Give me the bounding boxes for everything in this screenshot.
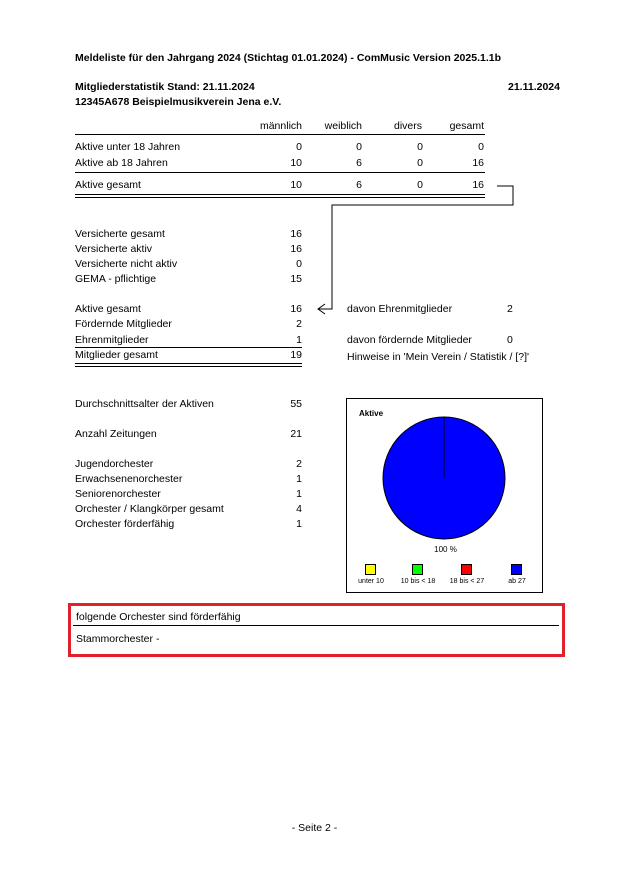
pie-chart <box>381 415 507 541</box>
cell-maennlich: 0 <box>296 141 302 153</box>
gema-value: 15 <box>290 273 302 285</box>
jugendorchester-value: 2 <box>296 458 302 470</box>
legend-swatch-3 <box>511 564 522 575</box>
connector-arrow-icon <box>300 180 520 315</box>
pie-data-label: 100 % <box>434 545 457 554</box>
col-header-maennlich: männlich <box>259 120 302 132</box>
aktive-gesamt-value: 16 <box>290 303 302 315</box>
foerderfaehig-rule <box>73 625 559 626</box>
legend-swatch-1 <box>412 564 423 575</box>
mitglieder-gesamt-label: Mitglieder gesamt <box>75 349 158 361</box>
page-number: - Seite 2 - <box>291 822 338 834</box>
table-header-rule <box>75 134 485 135</box>
seniorenorchester-value: 1 <box>296 488 302 500</box>
cell-gesamt: 16 <box>472 179 484 191</box>
pie-chart-panel <box>346 398 543 593</box>
table-sum-rule <box>75 172 485 173</box>
mitglieder-double-rule-1 <box>75 363 302 364</box>
foerderfaehig-line: Stammorchester - <box>76 633 160 645</box>
club-name: 12345A678 Beispielmusikverein Jena e.V. <box>75 96 282 108</box>
orchester-gesamt-label: Orchester / Klangkörper gesamt <box>75 503 224 515</box>
legend-label-1: 10 bis < 18 <box>400 578 436 585</box>
row-label: Aktive gesamt <box>75 179 141 191</box>
cell-maennlich: 10 <box>290 157 302 169</box>
davon-foerdernd-label: davon fördernde Mitglieder <box>347 334 472 346</box>
jugendorchester-label: Jugendorchester <box>75 458 154 470</box>
davon-ehren-value: 2 <box>507 303 513 315</box>
legend-label-0: unter 10 <box>358 578 384 585</box>
col-header-divers: divers <box>393 120 422 132</box>
ehrenmitglieder-value: 1 <box>296 334 302 346</box>
orchester-foerderfaehig-value: 1 <box>296 518 302 530</box>
row-label: Aktive unter 18 Jahren <box>75 141 181 153</box>
durchschnittsalter-value: 55 <box>290 398 302 410</box>
cell-weiblich: 6 <box>356 157 362 169</box>
mitglieder-double-rule-2 <box>75 366 302 367</box>
row-label: Aktive ab 18 Jahren <box>75 157 168 169</box>
stat-date-line: Mitgliederstatistik Stand: 21.11.2024 <box>75 81 255 93</box>
mitglieder-gesamt-value: 19 <box>290 349 302 361</box>
versicherte-aktiv-label: Versicherte aktiv <box>75 243 153 255</box>
hinweis-text: Hinweise in 'Mein Verein / Statistik / [?]' <box>347 351 530 363</box>
cell-gesamt: 16 <box>472 157 484 169</box>
seniorenorchester-label: Seniorenorchester <box>75 488 161 500</box>
cell-divers: 0 <box>417 157 423 169</box>
zeitungen-value: 21 <box>290 428 302 440</box>
davon-ehren-label: davon Ehrenmitglieder <box>347 303 453 315</box>
versicherte-gesamt-value: 16 <box>290 228 302 240</box>
legend-label-2: 18 bis < 27 <box>449 578 485 585</box>
cell-weiblich: 6 <box>356 179 362 191</box>
versicherte-nicht-aktiv-label: Versicherte nicht aktiv <box>75 258 178 270</box>
erwachsenenorchester-value: 1 <box>296 473 302 485</box>
versicherte-aktiv-value: 16 <box>290 243 302 255</box>
versicherte-gesamt-label: Versicherte gesamt <box>75 228 165 240</box>
col-header-gesamt: gesamt <box>449 120 484 132</box>
cell-divers: 0 <box>417 141 423 153</box>
versicherte-nicht-aktiv-value: 0 <box>296 258 302 270</box>
legend-label-3: ab 27 <box>508 578 526 585</box>
cell-weiblich: 0 <box>356 141 362 153</box>
orchester-gesamt-value: 4 <box>296 503 302 515</box>
foerdernde-label: Fördernde Mitglieder <box>75 318 172 330</box>
chart-title: Aktive <box>359 409 384 418</box>
foerderfaehig-title: folgende Orchester sind förderfähig <box>76 611 241 623</box>
foerdernde-value: 2 <box>296 318 302 330</box>
gema-label: GEMA - pflichtige <box>75 273 157 285</box>
mitglieder-sum-rule <box>75 347 302 348</box>
durchschnittsalter-label: Durchschnittsalter der Aktiven <box>75 398 214 410</box>
cell-maennlich: 10 <box>290 179 302 191</box>
davon-foerdernd-value: 0 <box>507 334 513 346</box>
cell-gesamt: 0 <box>478 141 484 153</box>
ehrenmitglieder-label: Ehrenmitglieder <box>75 334 149 346</box>
report-date: 21.11.2024 <box>508 81 560 93</box>
legend-swatch-2 <box>461 564 472 575</box>
col-header-weiblich: weiblich <box>324 120 362 132</box>
orchester-foerderfaehig-label: Orchester förderfähig <box>75 518 175 530</box>
cell-divers: 0 <box>417 179 423 191</box>
erwachsenenorchester-label: Erwachsenenorchester <box>75 473 183 485</box>
foerderfaehig-box <box>68 603 565 657</box>
aktive-gesamt-label: Aktive gesamt <box>75 303 141 315</box>
report-title: Meldeliste für den Jahrgang 2024 (Stichtag 01.01.2024) - ComMusic Version 2025.1.1b <box>75 52 501 64</box>
zeitungen-label: Anzahl Zeitungen <box>75 428 157 440</box>
legend-swatch-0 <box>365 564 376 575</box>
